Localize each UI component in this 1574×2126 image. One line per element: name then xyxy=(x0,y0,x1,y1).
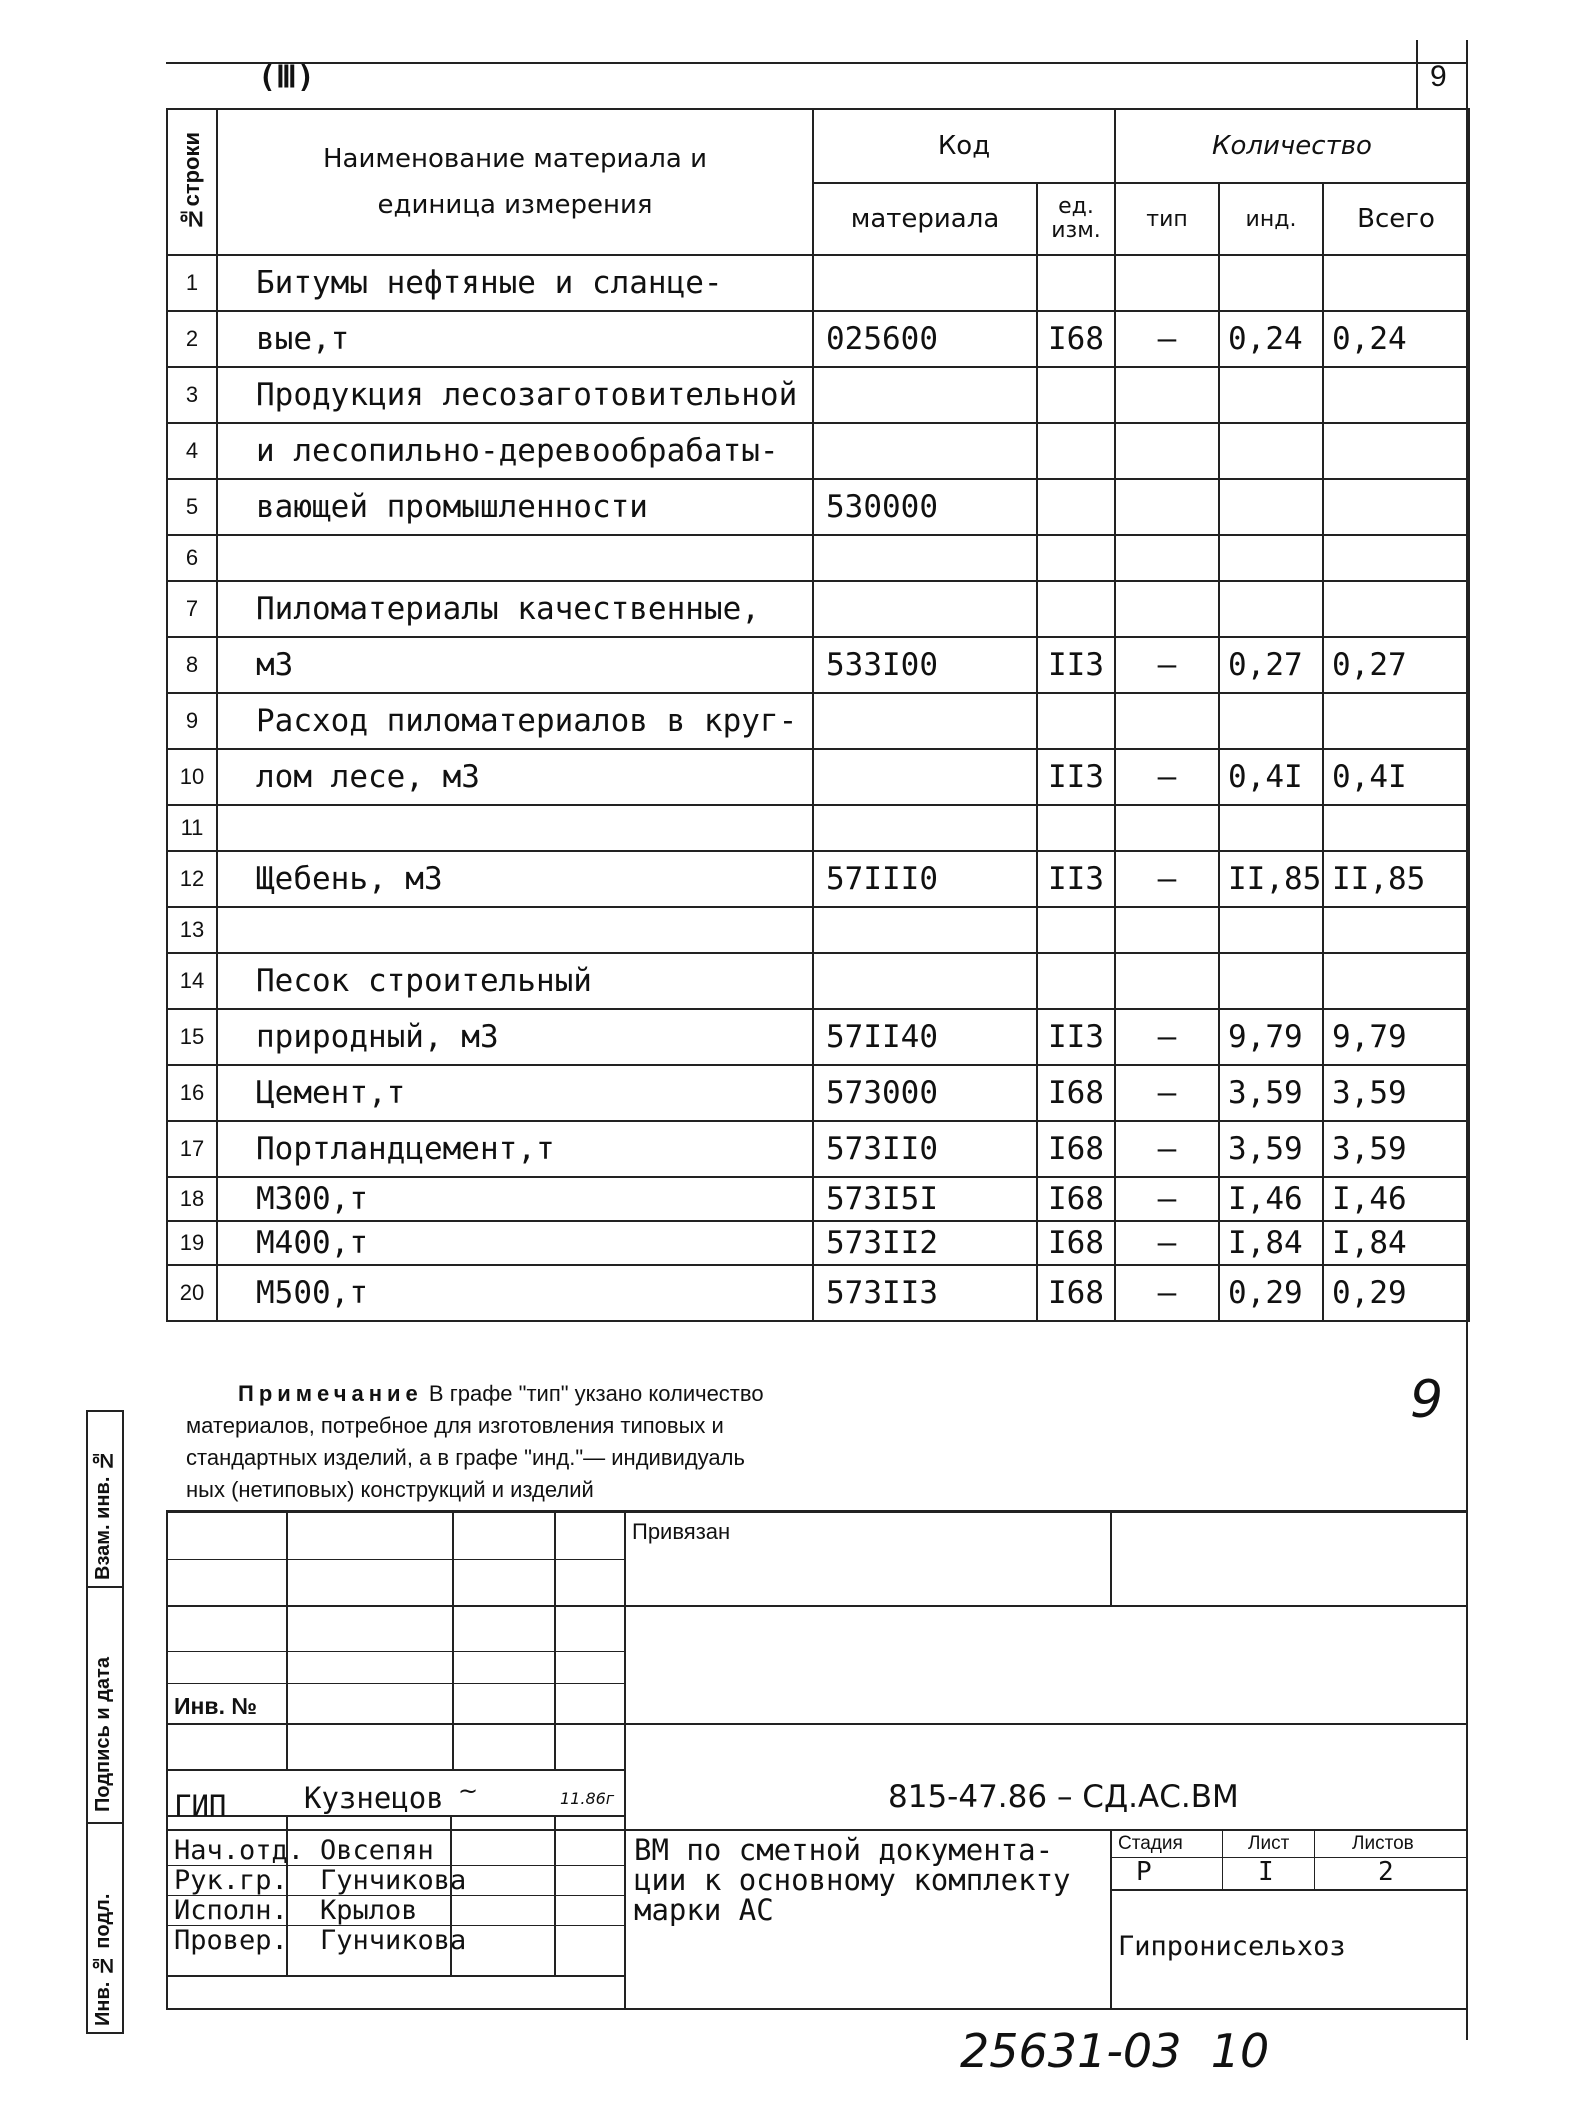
material-name: Битумы нефтяные и сланце- xyxy=(217,255,813,311)
quantity-ind xyxy=(1219,805,1323,851)
row-number: 12 xyxy=(167,851,217,907)
unit-code: I68 xyxy=(1037,1121,1115,1177)
row-number: 18 xyxy=(167,1177,217,1221)
archive-number: 25631-03 10 xyxy=(960,2024,1270,2078)
row-number: 3 xyxy=(167,367,217,423)
table-row xyxy=(167,367,1469,423)
quantity-ind xyxy=(1219,479,1323,535)
material-code: 573000 xyxy=(813,1065,1037,1121)
table-row xyxy=(167,255,1469,311)
quantity-type: – xyxy=(1115,1121,1219,1177)
row-number: 15 xyxy=(167,1009,217,1065)
side-label-inv-podl: Инв. № подл. xyxy=(92,1893,114,2026)
quantity-total xyxy=(1323,693,1469,749)
table-row xyxy=(167,805,1469,851)
handwritten-page-number: 9 xyxy=(1410,1370,1444,1430)
row-number: 16 xyxy=(167,1065,217,1121)
unit-code: II3 xyxy=(1037,637,1115,693)
unit-code: I68 xyxy=(1037,311,1115,367)
table-row xyxy=(167,479,1469,535)
material-name: Щебень, м3 xyxy=(217,851,813,907)
quantity-type xyxy=(1115,907,1219,953)
quantity-ind: I,84 xyxy=(1219,1221,1323,1265)
document-title-line-1: ВМ по сметной документа- xyxy=(634,1833,1054,1867)
sheet-label: Лист xyxy=(1248,1833,1290,1854)
material-name: и лесопильно-деревообрабаты- xyxy=(217,423,813,479)
unit-code xyxy=(1037,255,1115,311)
quantity-ind: 0,24 xyxy=(1219,311,1323,367)
quantity-type: – xyxy=(1115,1221,1219,1265)
quantity-total xyxy=(1323,581,1469,637)
material-name: Пиломатериалы качественные, xyxy=(217,581,813,637)
table-row xyxy=(167,637,1469,693)
unit-code xyxy=(1037,581,1115,637)
quantity-total: 3,59 xyxy=(1323,1065,1469,1121)
side-label-podpis-data: Подпись и дата xyxy=(92,1657,114,1812)
material-name: вые,т xyxy=(217,311,813,367)
material-code: 573I5I xyxy=(813,1177,1037,1221)
quantity-total: 3,59 xyxy=(1323,1121,1469,1177)
quantity-type xyxy=(1115,479,1219,535)
material-code: 530000 xyxy=(813,479,1037,535)
row-number: 5 xyxy=(167,479,217,535)
gip-signature: ~ xyxy=(458,1777,479,1805)
quantity-total: 9,79 xyxy=(1323,1009,1469,1065)
sheet-value: I xyxy=(1258,1857,1274,1887)
side-stamp xyxy=(86,1410,124,2034)
material-code: 573II0 xyxy=(813,1121,1037,1177)
material-name: М300,т xyxy=(217,1177,813,1221)
unit-code xyxy=(1037,805,1115,851)
quantity-ind xyxy=(1219,423,1323,479)
note-line-4: ных (нетиповых) конструкций и изделий xyxy=(186,1477,594,1502)
document-title-line-2: ции к основному комплекту xyxy=(634,1863,1071,1897)
quantity-total xyxy=(1323,805,1469,851)
materials-table-body xyxy=(167,255,1469,1321)
material-name: вающей промышленности xyxy=(217,479,813,535)
unit-code: I68 xyxy=(1037,1177,1115,1221)
material-code: 573II3 xyxy=(813,1265,1037,1321)
material-code: 573II2 xyxy=(813,1221,1037,1265)
unit-code: II3 xyxy=(1037,749,1115,805)
quantity-type: – xyxy=(1115,851,1219,907)
quantity-total: 0,29 xyxy=(1323,1265,1469,1321)
material-name: Портландцемент,т xyxy=(217,1121,813,1177)
quantity-total: 0,24 xyxy=(1323,311,1469,367)
side-label-vzam-inv: Взам. инв. № xyxy=(92,1449,114,1580)
row-number: 10 xyxy=(167,749,217,805)
gip-role: ГИП xyxy=(174,1789,227,1823)
unit-code xyxy=(1037,693,1115,749)
row-number: 7 xyxy=(167,581,217,637)
document-title xyxy=(634,1835,1071,1925)
quantity-type: – xyxy=(1115,1065,1219,1121)
quantity-type: – xyxy=(1115,311,1219,367)
header-row-no: №строки xyxy=(167,109,217,255)
material-code xyxy=(813,953,1037,1009)
header-ind: инд. xyxy=(1219,183,1323,255)
quantity-total xyxy=(1323,953,1469,1009)
staff-role: Провер. xyxy=(174,1925,288,1956)
quantity-type xyxy=(1115,581,1219,637)
row-number: 8 xyxy=(167,637,217,693)
stage-value: Р xyxy=(1136,1857,1152,1887)
unit-code xyxy=(1037,907,1115,953)
sheets-value: 2 xyxy=(1378,1857,1394,1887)
table-row xyxy=(167,581,1469,637)
unit-code xyxy=(1037,953,1115,1009)
document-code: 815-47.86 – СД.АС.ВМ xyxy=(888,1779,1239,1815)
quantity-total xyxy=(1323,255,1469,311)
unit-code xyxy=(1037,367,1115,423)
materials-table xyxy=(166,108,1470,1322)
table-row xyxy=(167,953,1469,1009)
material-code: 57III0 xyxy=(813,851,1037,907)
row-number: 4 xyxy=(167,423,217,479)
material-code xyxy=(813,749,1037,805)
material-code: 533I00 xyxy=(813,637,1037,693)
row-number: 17 xyxy=(167,1121,217,1177)
material-code: 57II40 xyxy=(813,1009,1037,1065)
quantity-type xyxy=(1115,423,1219,479)
quantity-type xyxy=(1115,255,1219,311)
note-heading: Примечание xyxy=(238,1381,423,1406)
table-row xyxy=(167,535,1469,581)
material-code xyxy=(813,255,1037,311)
row-number: 20 xyxy=(167,1265,217,1321)
material-name: лом лесе, м3 xyxy=(217,749,813,805)
note-line-2: материалов, потребное для изготовления типовых и xyxy=(186,1413,724,1438)
material-code xyxy=(813,367,1037,423)
quantity-type xyxy=(1115,805,1219,851)
unit-code xyxy=(1037,423,1115,479)
staff-role: Исполн. xyxy=(174,1895,288,1926)
row-number: 14 xyxy=(167,953,217,1009)
material-code xyxy=(813,581,1037,637)
note-block xyxy=(186,1378,1086,1506)
quantity-type: – xyxy=(1115,749,1219,805)
quantity-type: – xyxy=(1115,1009,1219,1065)
quantity-ind xyxy=(1219,367,1323,423)
quantity-total xyxy=(1323,907,1469,953)
material-name: М400,т xyxy=(217,1221,813,1265)
material-name: м3 xyxy=(217,637,813,693)
quantity-ind: I,46 xyxy=(1219,1177,1323,1221)
material-code xyxy=(813,907,1037,953)
section-mark: (Ⅲ) xyxy=(258,60,315,95)
quantity-type: – xyxy=(1115,1177,1219,1221)
material-name: М500,т xyxy=(217,1265,813,1321)
staff-name: Гунчикова xyxy=(320,1925,467,1956)
quantity-ind xyxy=(1219,907,1323,953)
table-row xyxy=(167,1221,1469,1265)
header-code: Код xyxy=(813,109,1115,183)
unit-code: II3 xyxy=(1037,1009,1115,1065)
unit-code: I68 xyxy=(1037,1221,1115,1265)
quantity-type xyxy=(1115,953,1219,1009)
header-name: Наименование материала и единица измерения xyxy=(217,109,813,255)
material-name xyxy=(217,805,813,851)
note-line-1: В графе "тип" укзано количество xyxy=(428,1381,764,1406)
table-row xyxy=(167,749,1469,805)
quantity-ind: 0,27 xyxy=(1219,637,1323,693)
material-name: Цемент,т xyxy=(217,1065,813,1121)
row-number: 13 xyxy=(167,907,217,953)
quantity-type xyxy=(1115,367,1219,423)
quantity-total xyxy=(1323,367,1469,423)
staff-name: Крылов xyxy=(320,1895,418,1926)
row-number: 19 xyxy=(167,1221,217,1265)
header-total: Всего xyxy=(1323,183,1469,255)
gip-date: 11.86г xyxy=(560,1789,615,1808)
row-number: 6 xyxy=(167,535,217,581)
quantity-type xyxy=(1115,535,1219,581)
row-number: 11 xyxy=(167,805,217,851)
quantity-total: I,46 xyxy=(1323,1177,1469,1221)
table-row xyxy=(167,851,1469,907)
quantity-total xyxy=(1323,423,1469,479)
header-quantity: Количество xyxy=(1115,109,1469,183)
material-name: Продукция лесозаготовительной xyxy=(217,367,813,423)
quantity-ind: 9,79 xyxy=(1219,1009,1323,1065)
table-row xyxy=(167,1177,1469,1221)
staff-role: Нач.отд. xyxy=(174,1835,305,1866)
material-name xyxy=(217,907,813,953)
document-title-line-3: марки АС xyxy=(634,1893,774,1927)
unit-code: I68 xyxy=(1037,1065,1115,1121)
table-row xyxy=(167,1121,1469,1177)
organization-name: Гипронисельхоз xyxy=(1118,1931,1346,1962)
material-name: Расход пиломатериалов в круг- xyxy=(217,693,813,749)
table-row xyxy=(167,1009,1469,1065)
table-row xyxy=(167,693,1469,749)
quantity-ind xyxy=(1219,581,1323,637)
quantity-ind xyxy=(1219,953,1323,1009)
quantity-ind: 0,4I xyxy=(1219,749,1323,805)
quantity-ind xyxy=(1219,255,1323,311)
quantity-ind xyxy=(1219,693,1323,749)
material-name xyxy=(217,535,813,581)
quantity-total xyxy=(1323,535,1469,581)
quantity-ind: 3,59 xyxy=(1219,1065,1323,1121)
header-code-material: материала xyxy=(813,183,1037,255)
quantity-ind: 0,29 xyxy=(1219,1265,1323,1321)
unit-code: II3 xyxy=(1037,851,1115,907)
unit-code xyxy=(1037,535,1115,581)
unit-code: I68 xyxy=(1037,1265,1115,1321)
quantity-total: 0,4I xyxy=(1323,749,1469,805)
quantity-ind: II,85 xyxy=(1219,851,1323,907)
material-name: Песок строительный xyxy=(217,953,813,1009)
material-name: природный, м3 xyxy=(217,1009,813,1065)
inv-no-label: Инв. № xyxy=(174,1693,257,1719)
sheets-label: Листов xyxy=(1352,1833,1414,1854)
header-type: тип xyxy=(1115,183,1219,255)
quantity-type xyxy=(1115,693,1219,749)
sheet-corner-number: 9 xyxy=(1430,60,1447,93)
quantity-type: – xyxy=(1115,637,1219,693)
quantity-total: II,85 xyxy=(1323,851,1469,907)
note-line-3: стандартных изделий, а в графе "инд."— индивидуаль xyxy=(186,1445,745,1470)
quantity-total: 0,27 xyxy=(1323,637,1469,693)
material-code xyxy=(813,535,1037,581)
quantity-ind xyxy=(1219,535,1323,581)
staff-name: Гунчикова xyxy=(320,1865,467,1896)
staff-name: Овсепян xyxy=(320,1835,434,1866)
material-code xyxy=(813,693,1037,749)
material-code xyxy=(813,423,1037,479)
unit-code xyxy=(1037,479,1115,535)
table-row xyxy=(167,1065,1469,1121)
table-row xyxy=(167,311,1469,367)
staff-role: Рук.гр. xyxy=(174,1865,288,1896)
table-row xyxy=(167,907,1469,953)
stage-label: Стадия xyxy=(1118,1833,1183,1854)
material-code: 025600 xyxy=(813,311,1037,367)
table-row xyxy=(167,1265,1469,1321)
privyazan-label: Привязан xyxy=(632,1519,731,1544)
title-block xyxy=(166,1510,1468,2010)
row-number: 2 xyxy=(167,311,217,367)
quantity-total: I,84 xyxy=(1323,1221,1469,1265)
material-code xyxy=(813,805,1037,851)
header-code-unit: ед. изм. xyxy=(1037,183,1115,255)
quantity-ind: 3,59 xyxy=(1219,1121,1323,1177)
row-number: 9 xyxy=(167,693,217,749)
gip-name: Кузнецов xyxy=(304,1781,444,1815)
table-row xyxy=(167,423,1469,479)
quantity-type: – xyxy=(1115,1265,1219,1321)
row-number: 1 xyxy=(167,255,217,311)
quantity-total xyxy=(1323,479,1469,535)
frame-top-line xyxy=(166,62,1468,64)
